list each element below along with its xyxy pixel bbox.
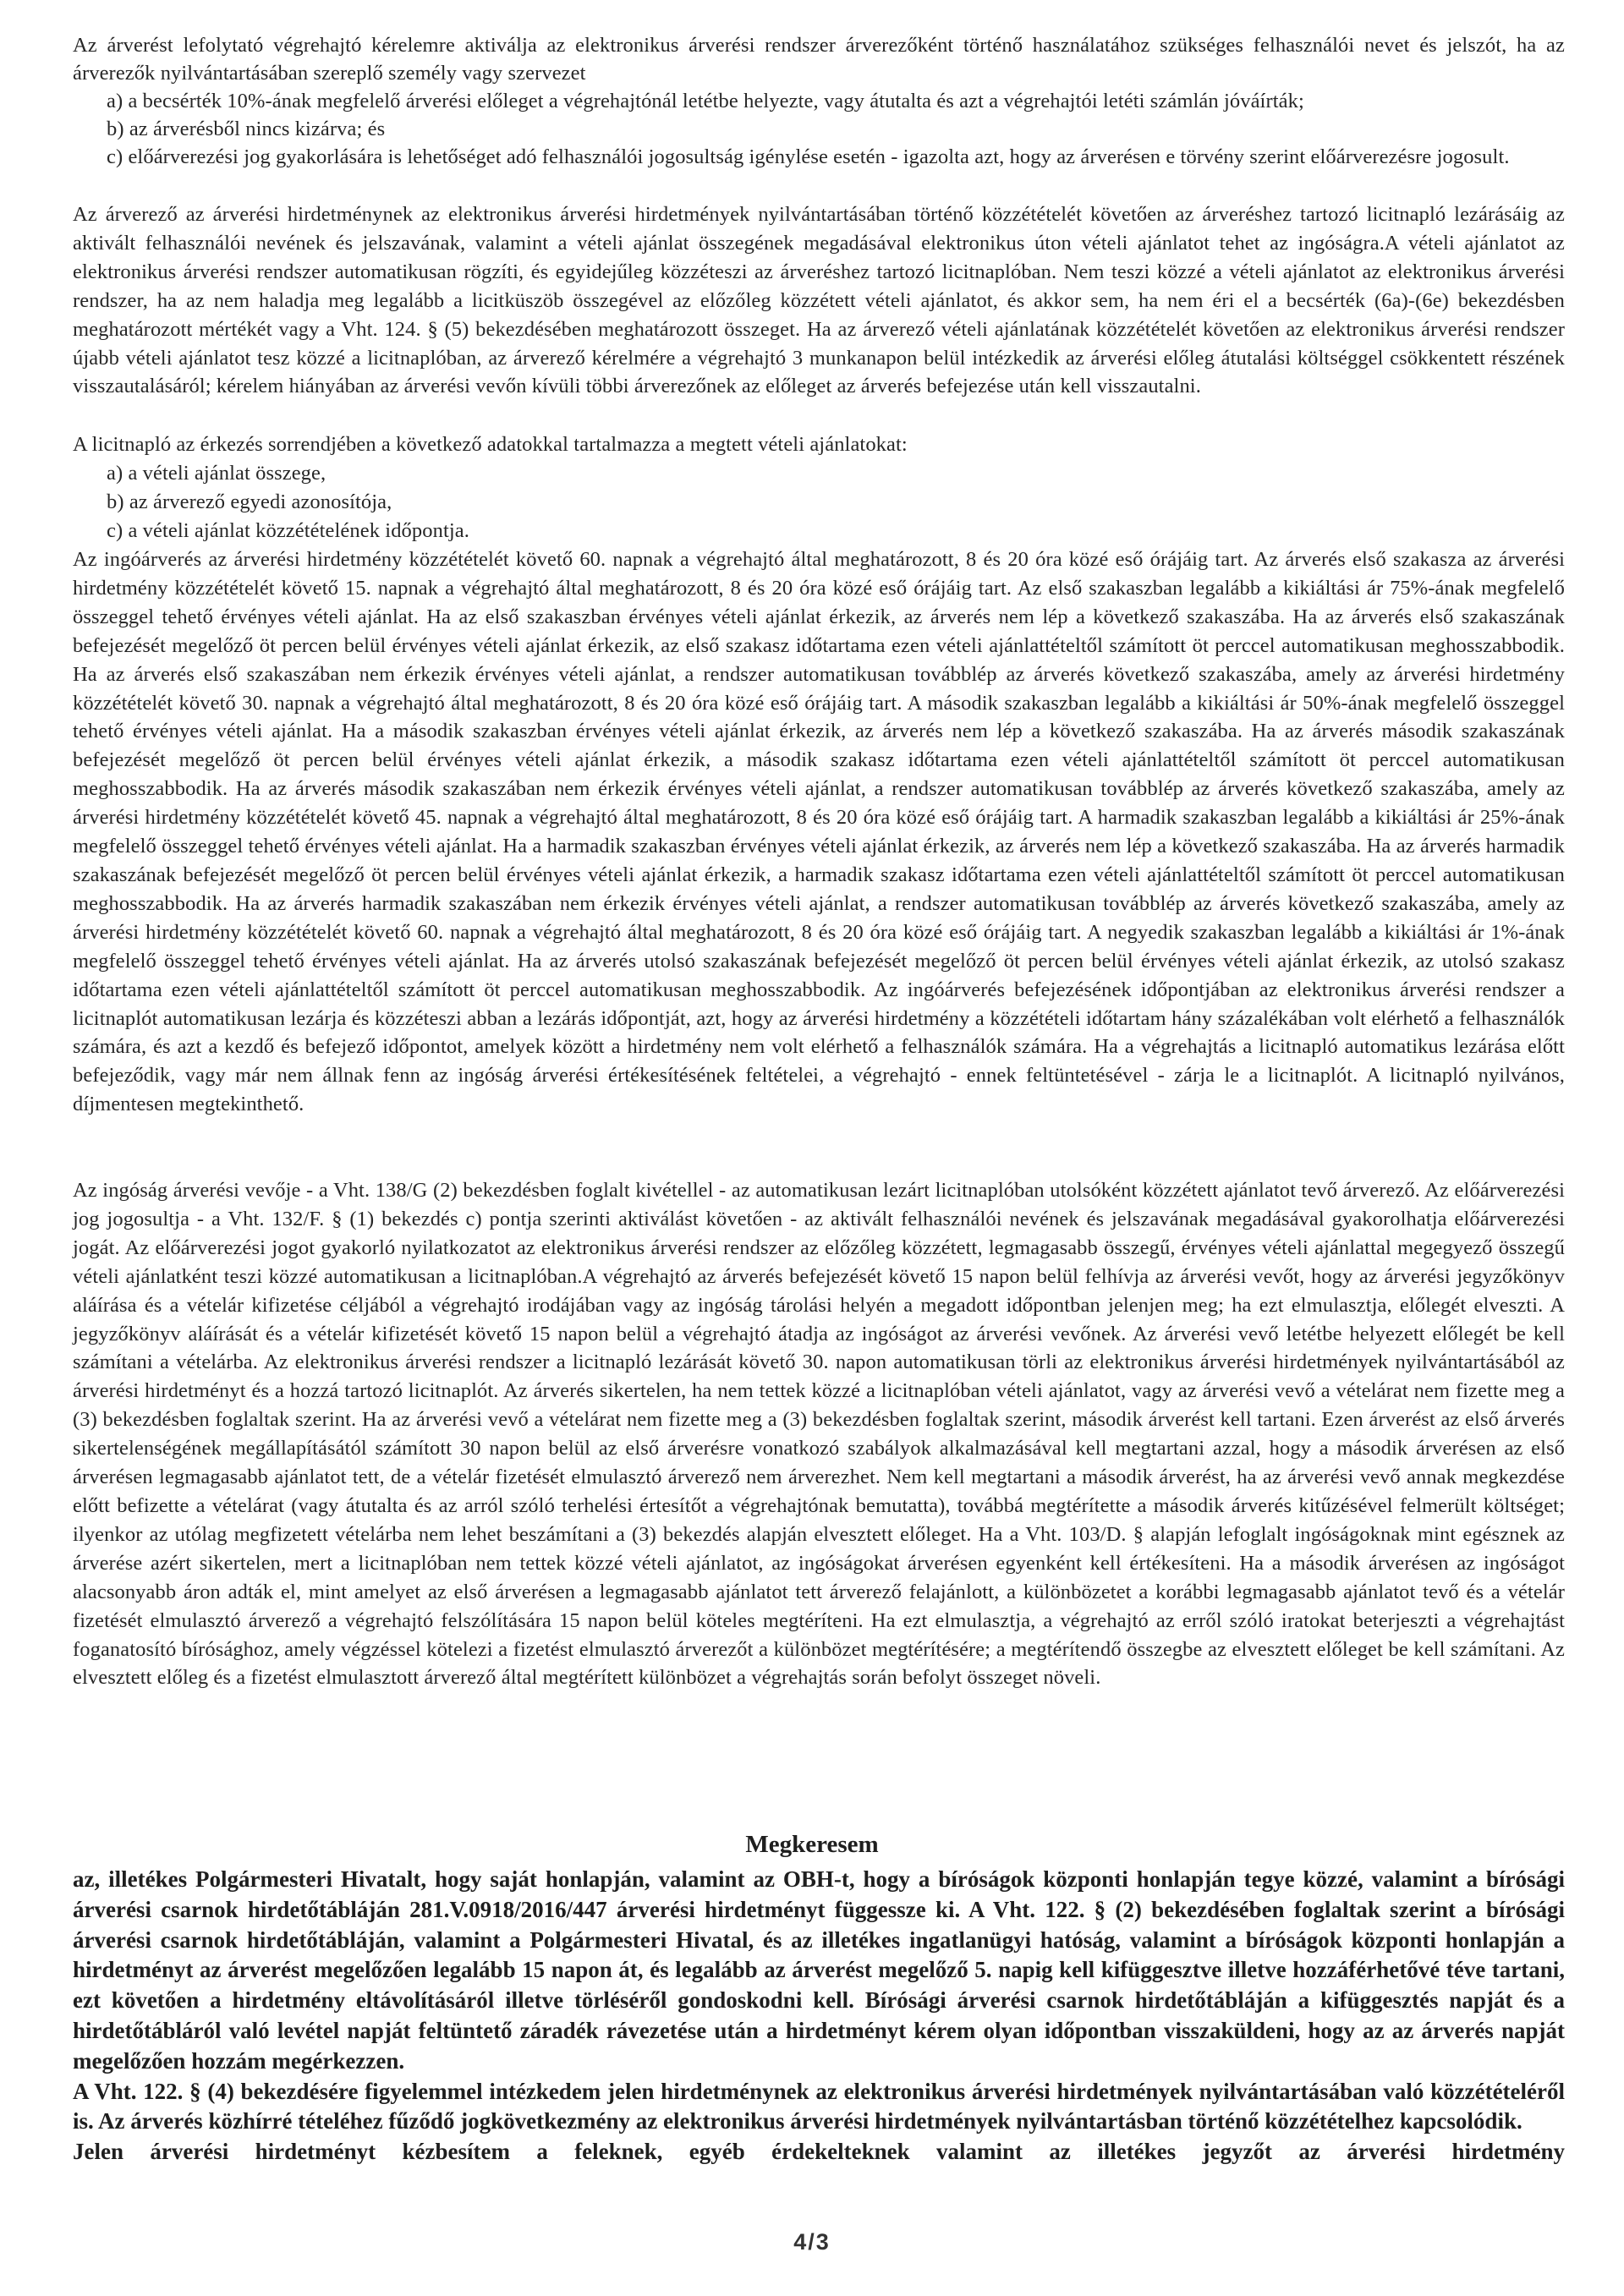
request-heading: Megkeresem — [745, 1831, 879, 1858]
request-paragraph-2: A Vht. 122. § (4) bekezdésére figyelemmel intézkedem jelen hirdetménynek az elektronikus árverési hirdetmények nyilvántartásában való közzétételéről is. Az árverés közhírré tételéhez fűződő jogkövetkezmény az elektronikus árverési hirdetmények nyilvántartásban történő közzétételhez kapcsolódik. — [73, 2078, 1565, 2134]
eligibility-intro: Az árverést lefolytató végrehajtó kérelemre aktiválja az elektronikus árverési rendszer árverezőként történő használatához szükséges felhasználói nevet és jelszót, ha az árverezők nyilvántartásában szereplő személy vagy szervezet — [73, 34, 1565, 85]
bid-log-item-c: c) a vételi ajánlat közzétételének időpontja. — [107, 518, 469, 542]
eligibility-item-a: a) a becsérték 10%-ának megfelelő árverési előleget a végrehajtónál letétbe helyezte, vagy átutalta és azt a végrehajtói letéti számlán jóváírták; — [107, 90, 1304, 112]
buyer-paragraph — [73, 1176, 1565, 1692]
eligibility-item-c: c) előárverezési jog gyakorlására is lehetőséget adó felhasználói jogosultság igénylése esetén - igazolta azt, hogy az árverésen e törvény szerint előárverezésre jogosult. — [107, 145, 1510, 168]
bid-log-item-a: a) a vételi ajánlat összege, — [107, 461, 326, 485]
request-section — [73, 1865, 1565, 2167]
bid-log-intro: A licitnapló az érkezés sorrendjében a következő adatokkal tartalmazza a megtett vételi ajánlatokat: — [73, 433, 908, 456]
eligibility-section — [73, 31, 1565, 171]
auction-stages-paragraph — [73, 545, 1565, 1119]
buyer-text: Az ingóság árverési vevője - a Vht. 138/G (2) bekezdésben foglalt kivétellel - az automatikusan lezárt licitnaplóban utolsóként közzétett ajánlatot tevő árverező. Az előárverezési jog jogosultja - a Vht. 132/F. § (1) bekezdés c) pontja szerinti aktiválást követően - az aktivált felhasználói nevének és jelszavának megadásával gyakorolhatja előárverezési jogát. Az előárverezési jogot gyakorló nyilatkozatot az elektronikus árverési rendszer az előzőleg közzétett, legmagasabb összegű, érvényes vételi ajánlattal megegyező összegű vételi ajánlatként teszi közzé automatikusan a licitnaplóban.A végrehajtó az árverés befejezését követő 15 napon belül felhívja az árverési vevőt, hogy az árverési jegyzőkönyv aláírása és a vételár kifizetése céljából a végrehajtó irodájában vagy az ingóság tárolási helyén a megadott időpontban jelenjen meg; ha ezt elmulasztja, előlegét elveszti. A jegyzőkönyv aláírását és a vételár kifizetését követő 15 napon belül a végrehajtó átadja az ingóságot az árverési vevőnek. Az árverési vevő letétbe helyezett előlegét be kell számítani a vételárba. Az elektronikus árverési rendszer a licitnapló lezárását követő 30. napon automatikusan törli az elektronikus árverési hirdetmények nyilvántartásából az árverési hirdetményt és a hozzá tartozó licitnaplót. Az árverés sikertelen, ha nem tettek közzé a licitnaplóban vételi ajánlatot, vagy az árverési vevő a vételárat nem fizette meg a (3) bekezdésben foglaltak szerint. Ha az árverési vevő a vételárat nem fizette meg a (3) bekezdésben foglaltak szerint, második árverést kell tartani. Ezen árverést az első árverés sikertelenségének megállapításától számított 30 napon belül az első árverésre vonatkozó szabályok alkalmazásával kell megtartani azzal, hogy a második árverésen az első árverésen legmagasabb ajánlatot tett, de a vételár fizetését elmulasztó árverező nem árverezhet. Nem kell megtartani a második árverést, ha az árverési vevő annak megkezdése előtt befizette a vételárat (vagy átutalta és az arról szóló terhelési értesítőt a végrehajtónak bemutatta), továbbá megtérítette a második árverés kitűzésével felmerült költséget; ilyenkor az utólag megfizetett vételárba nem lehet beszámítani a (3) bekezdés alapján elvesztett előleget. Ha a Vht. 103/D. § alapján lefoglalt ingóságoknak mint egésznek az árverése azért sikertelen, mert a licitnaplóban nem tettek közzé vételi ajánlatot, az ingóságokat árverésen egyenként kell értékesíteni. Ha a második árverésen az ingóságot alacsonyabb áron adták el, mint amelyet az első árverésen a legmagasabb ajánlatot tett árverező felajánlott, a különbözetet a korábbi legmagasabb ajánlatot tevő és a vételár fizetését elmulasztó árverező a végrehajtó felszólítására 15 napon belül köteles megtéríteni. Ha ezt elmulasztja, a végrehajtó az erről szóló iratokat beterjeszti a végrehajtást foganatosító bírósághoz, amely végzéssel kötelezi a fizetést elmulasztó árverezőt a különbözet megtérítésére; a megtérítendő összegbe az elvesztett előleget be kell számítani. Az elvesztett előleg és a fizetést elmulasztott árverező által megtérített különbözet a végrehajtás során befolyt összeget növeli. — [73, 1179, 1565, 1690]
bidding-paragraph — [73, 200, 1565, 401]
page-number: 4/3 — [793, 2229, 831, 2255]
request-paragraph-3: Jelen árverési hirdetményt kézbesítem a feleknek, egyéb érdekelteknek valamint az illetékes jegyzőt az árverési hirdetmény — [73, 2139, 1565, 2165]
auction-stages-text: Az ingóárverés az árverési hirdetmény közzétételét követő 60. napnak a végrehajtó által meghatározott, 8 és 20 óra közé eső órájáig tart. Az árverés első szakasza az árverési hirdetmény közzétételét követő 15. napnak a végrehajtó által meghatározott, 8 és 20 óra közé eső órájáig tart. Az első szakaszban legalább a kikiáltási ár 75%-ának megfelelő összeggel tehető érvényes vételi ajánlat. Ha az első szakaszban érvényes vételi ajánlat érkezik, az árverés nem lép a következő szakaszába. Ha az árverés első szakaszának befejezését megelőző öt percen belül érvényes vételi ajánlat érkezik, az első szakasz időtartama ezen vételi ajánlattételtől számított öt perccel automatikusan meghosszabbodik. Ha az árverés első szakaszában nem érkezik érvényes vételi ajánlat, a rendszer automatikusan továbblép az árverés következő szakaszába, amely az árverési hirdetmény közzétételét követő 30. napnak a végrehajtó által meghatározott, 8 és 20 óra közé eső órájáig tart. A második szakaszban legalább a kikiáltási ár 50%-ának megfelelő összeggel tehető érvényes vételi ajánlat. Ha a második szakaszban érvényes vételi ajánlat érkezik, az árverés nem lép a következő szakaszába. Ha az árverés második szakaszának befejezését megelőző öt percen belül érvényes vételi ajánlat érkezik, a második szakasz időtartama ezen vételi ajánlattételtől számított öt perccel automatikusan meghosszabbodik. Ha az árverés második szakaszában nem érkezik érvényes vételi ajánlat, a rendszer automatikusan továbblép az árverés következő szakaszába, amely az árverési hirdetmény közzétételét követő 45. napnak a végrehajtó által meghatározott, 8 és 20 óra közé eső órájáig tart. A harmadik szakaszban legalább a kikiáltási ár 25%-ának megfelelő összeggel tehető érvényes vételi ajánlat. Ha a harmadik szakaszban érvényes vételi ajánlat érkezik, az árverés nem lép a következő szakaszába. Ha az árverés harmadik szakaszának befejezését megelőző öt percen belül érvényes vételi ajánlat érkezik, a harmadik szakasz időtartama ezen vételi ajánlattételtől számított öt perccel automatikusan meghosszabbodik. Ha az árverés harmadik szakaszában nem érkezik érvényes vételi ajánlat, a rendszer automatikusan továbblép az árverés következő szakaszába, amely az árverési hirdetmény közzétételét követő 60. napnak a végrehajtó által meghatározott, 8 és 20 óra közé eső órájáig tart. A negyedik szakaszban legalább a kikiáltási ár 1%-ának megfelelő összeggel tehető érvényes vételi ajánlat. Ha az árverés utolsó szakaszának befejezését megelőző öt percen belül érvényes vételi ajánlat érkezik, az utolsó szakasz időtartama ezen vételi ajánlattételtől számított öt perccel automatikusan meghosszabbodik. Az ingóárverés befejezésének időpontjában az elektronikus árverési rendszer a licitnaplót automatikusan lezárja és közzéteszi abban a lezárás időpontját, azt, hogy az árverési hirdetmény a közzétételi időtartam hány százalékában volt elérhető a felhasználók számára, és azt a kezdő és befejező időpontot, amelyek között a hirdetmény nem volt elérhető a felhasználók számára. Ha a végrehajtás a licitnapló automatikus lezárása előtt befejeződik, vagy már nem állnak fenn az ingóság árverési értékesítésének feltételei, a végrehajtó - ennek feltüntetésével - zárja le a licitnaplót. A licitnapló nyilvános, díjmentesen megtekinthető. — [73, 548, 1565, 1116]
bid-log-section — [73, 430, 1565, 545]
eligibility-item-b: b) az árverésből nincs kizárva; és — [107, 118, 386, 140]
request-paragraph-1: az, illetékes Polgármesteri Hivatalt, hogy saját honlapján, valamint az OBH-t, hogy a bíróságok központi honlapján tegye közzé, valamint a bírósági árverési csarnok hirdetőtábláján 281.V.0918/2016/447 árverési hirdetményt függessze ki. A Vht. 122. § (2) bekezdésében foglaltak szerint a bírósági árverési csarnok hirdetőtábláján, valamint a Polgármesteri Hivatal, és az illetékes ingatlanügyi hatóság, valamint a bíróságok központi honlapján a hirdetményt az árverést megelőzően legalább 15 napon át, és legalább az árverést megelőző 5. napig kell kifüggesztve illetve hozzáférhetővé téve tartani, ezt követően a hirdetmény eltávolításáról illetve törléséről gondoskodni kell. Bírósági árverési csarnok hirdetőtábláján a kifüggesztés napját és a hirdetőtábláról való levétel napját feltüntető záradék rávezetése után a hirdetményt kérem olyan időpontban visszaküldeni, hogy az az árverés napját megelőzően hozzám megérkezzen. — [73, 1866, 1565, 2074]
bid-log-item-b: b) az árverező egyedi azonosítója, — [107, 490, 392, 513]
bidding-text: Az árverező az árverési hirdetménynek az elektronikus árverési hirdetmények nyilvántartásában történő közzétételét követően az árveréshez tartozó licitnapló lezárásáig az aktivált felhasználói nevének és jelszavának, valamint a vételi ajánlat összegének megadásával elektronikus úton vételi ajánlatot tehet az ingóságra.A vételi ajánlatot az elektronikus árverési rendszer automatikusan rögzíti, és egyidejűleg közzéteszi az árveréshez tartozó licitnaplóban. Nem teszi közzé a vételi ajánlatot az elektronikus árverési rendszer, ha az nem haladja meg legalább a licitküszöb összegével az előzőleg közzétett vételi ajánlatot, és akkor sem, ha nem éri el a becsérték (6a)-(6e) bekezdésben meghatározott mértékét vagy a Vht. 124. § (5) bekezdésében meghatározott összeget. Ha az árverező vételi ajánlatának közzétételét követően az elektronikus árverési rendszer újabb vételi ajánlatot tesz közzé a licitnaplóban, az árverező kérelmére a végrehajtó 3 munkanapon belül intézkedik az árverési előleg átutalási költséggel csökkentett részének visszautalásáról; kérelem hiányában az árverési vevőn kívüli többi árverezőnek az előleget az árverés befejezése után kell visszautalni. — [73, 203, 1565, 398]
